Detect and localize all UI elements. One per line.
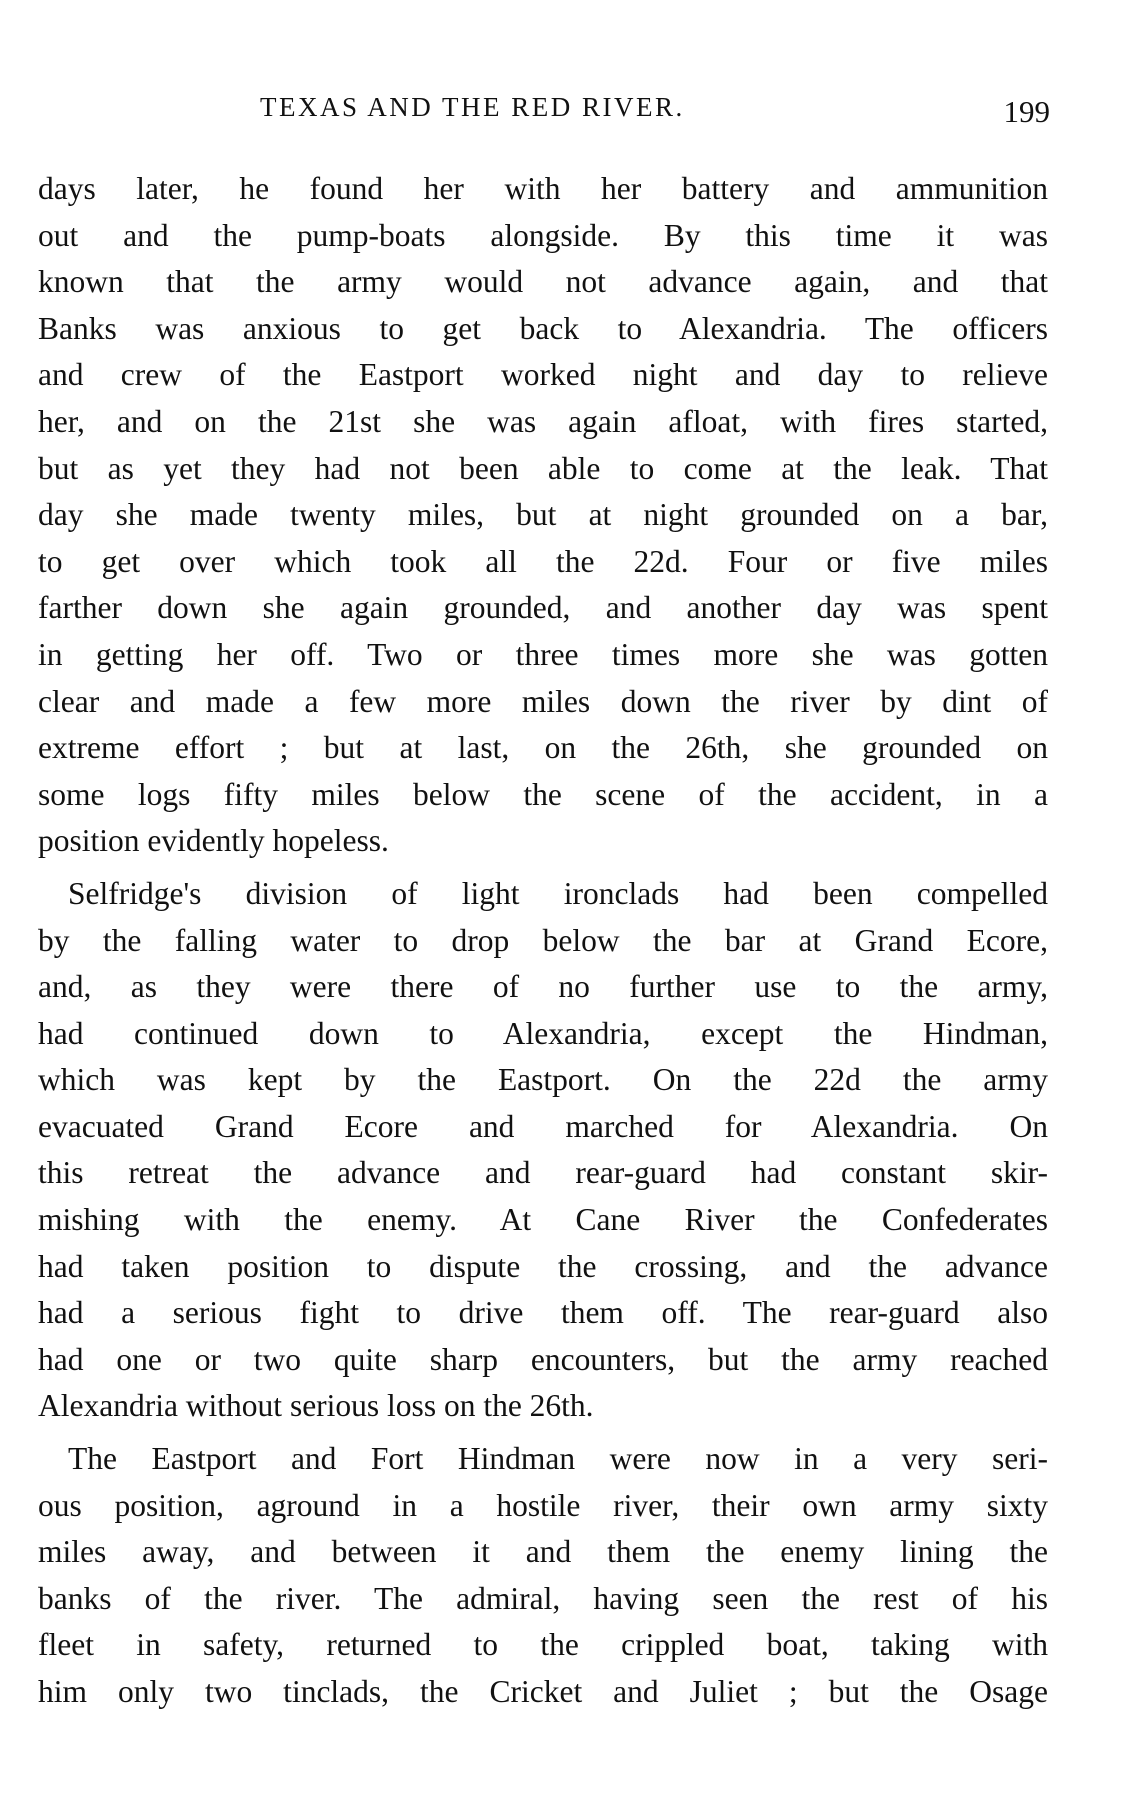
body-text	[38, 166, 1048, 1716]
text-line: clear and made a few more miles down the river by dint of	[38, 683, 1048, 719]
text-line: this retreat the advance and rear-guard had constant skir-	[38, 1155, 1048, 1191]
text-line: The Eastport and Fort Hindman were now in a very seri-	[68, 1441, 1048, 1477]
text-line: Banks was anxious to get back to Alexandria. The officers	[38, 310, 1048, 346]
text-line: which was kept by the Eastport. On the 22d the army	[38, 1062, 1048, 1098]
text-line: by the falling water to drop below the bar at Grand Ecore,	[38, 922, 1048, 958]
running-title: TEXAS AND THE RED RIVER.	[260, 92, 685, 122]
text-line: farther down she again grounded, and another day was spent	[38, 590, 1048, 626]
text-line: ous position, aground in a hostile river, their own army sixty	[38, 1487, 1048, 1523]
text-line: day she made twenty miles, but at night grounded on a bar,	[38, 497, 1048, 533]
paragraph	[38, 871, 1048, 1430]
running-head	[40, 92, 1050, 132]
text-line: fleet in safety, returned to the crippled boat, taking with	[38, 1627, 1048, 1663]
text-line: evacuated Grand Ecore and marched for Alexandria. On	[38, 1108, 1048, 1144]
text-line: her, and on the 21st she was again afloat, with fires started,	[38, 403, 1048, 439]
text-line: had a serious fight to drive them off. The rear-guard also	[38, 1295, 1048, 1331]
text-line: him only two tinclads, the Cricket and Juliet ; but the Osage	[38, 1674, 1048, 1709]
text-line: position evidently hopeless.	[38, 823, 389, 859]
text-line: extreme effort ; but at last, on the 26th, she grounded on	[38, 730, 1048, 766]
text-line: to get over which took all the 22d. Four or five miles	[38, 543, 1048, 579]
text-line: and, as they were there of no further use to the army,	[38, 969, 1048, 1005]
text-line: had continued down to Alexandria, except the Hindman,	[38, 1015, 1048, 1051]
text-line: banks of the river. The admiral, having seen the rest of his	[38, 1580, 1048, 1616]
text-line: some logs fifty miles below the scene of the accident, in a	[38, 776, 1048, 812]
page-number: 199	[1003, 94, 1050, 129]
text-line: days later, he found her with her battery and ammunition	[38, 171, 1048, 206]
text-line: miles away, and between it and them the enemy lining the	[38, 1534, 1048, 1570]
text-line: but as yet they had not been able to come at the leak. That	[38, 450, 1048, 486]
text-line: and crew of the Eastport worked night and day to relieve	[38, 357, 1048, 393]
text-line: Alexandria without serious loss on the 26th.	[38, 1388, 594, 1424]
paragraph	[38, 1436, 1048, 1716]
text-line: out and the pump-boats alongside. By this time it was	[38, 217, 1048, 253]
text-line: had one or two quite sharp encounters, but the army reached	[38, 1341, 1048, 1377]
text-line: known that the army would not advance again, and that	[38, 264, 1048, 300]
text-line: Selfridge's division of light ironclads had been compelled	[68, 875, 1048, 911]
text-line: in getting her off. Two or three times more she was gotten	[38, 636, 1048, 672]
text-line: mishing with the enemy. At Cane River the Confederates	[38, 1202, 1048, 1238]
text-line: had taken position to dispute the crossing, and the advance	[38, 1248, 1048, 1284]
paragraph	[38, 166, 1048, 865]
